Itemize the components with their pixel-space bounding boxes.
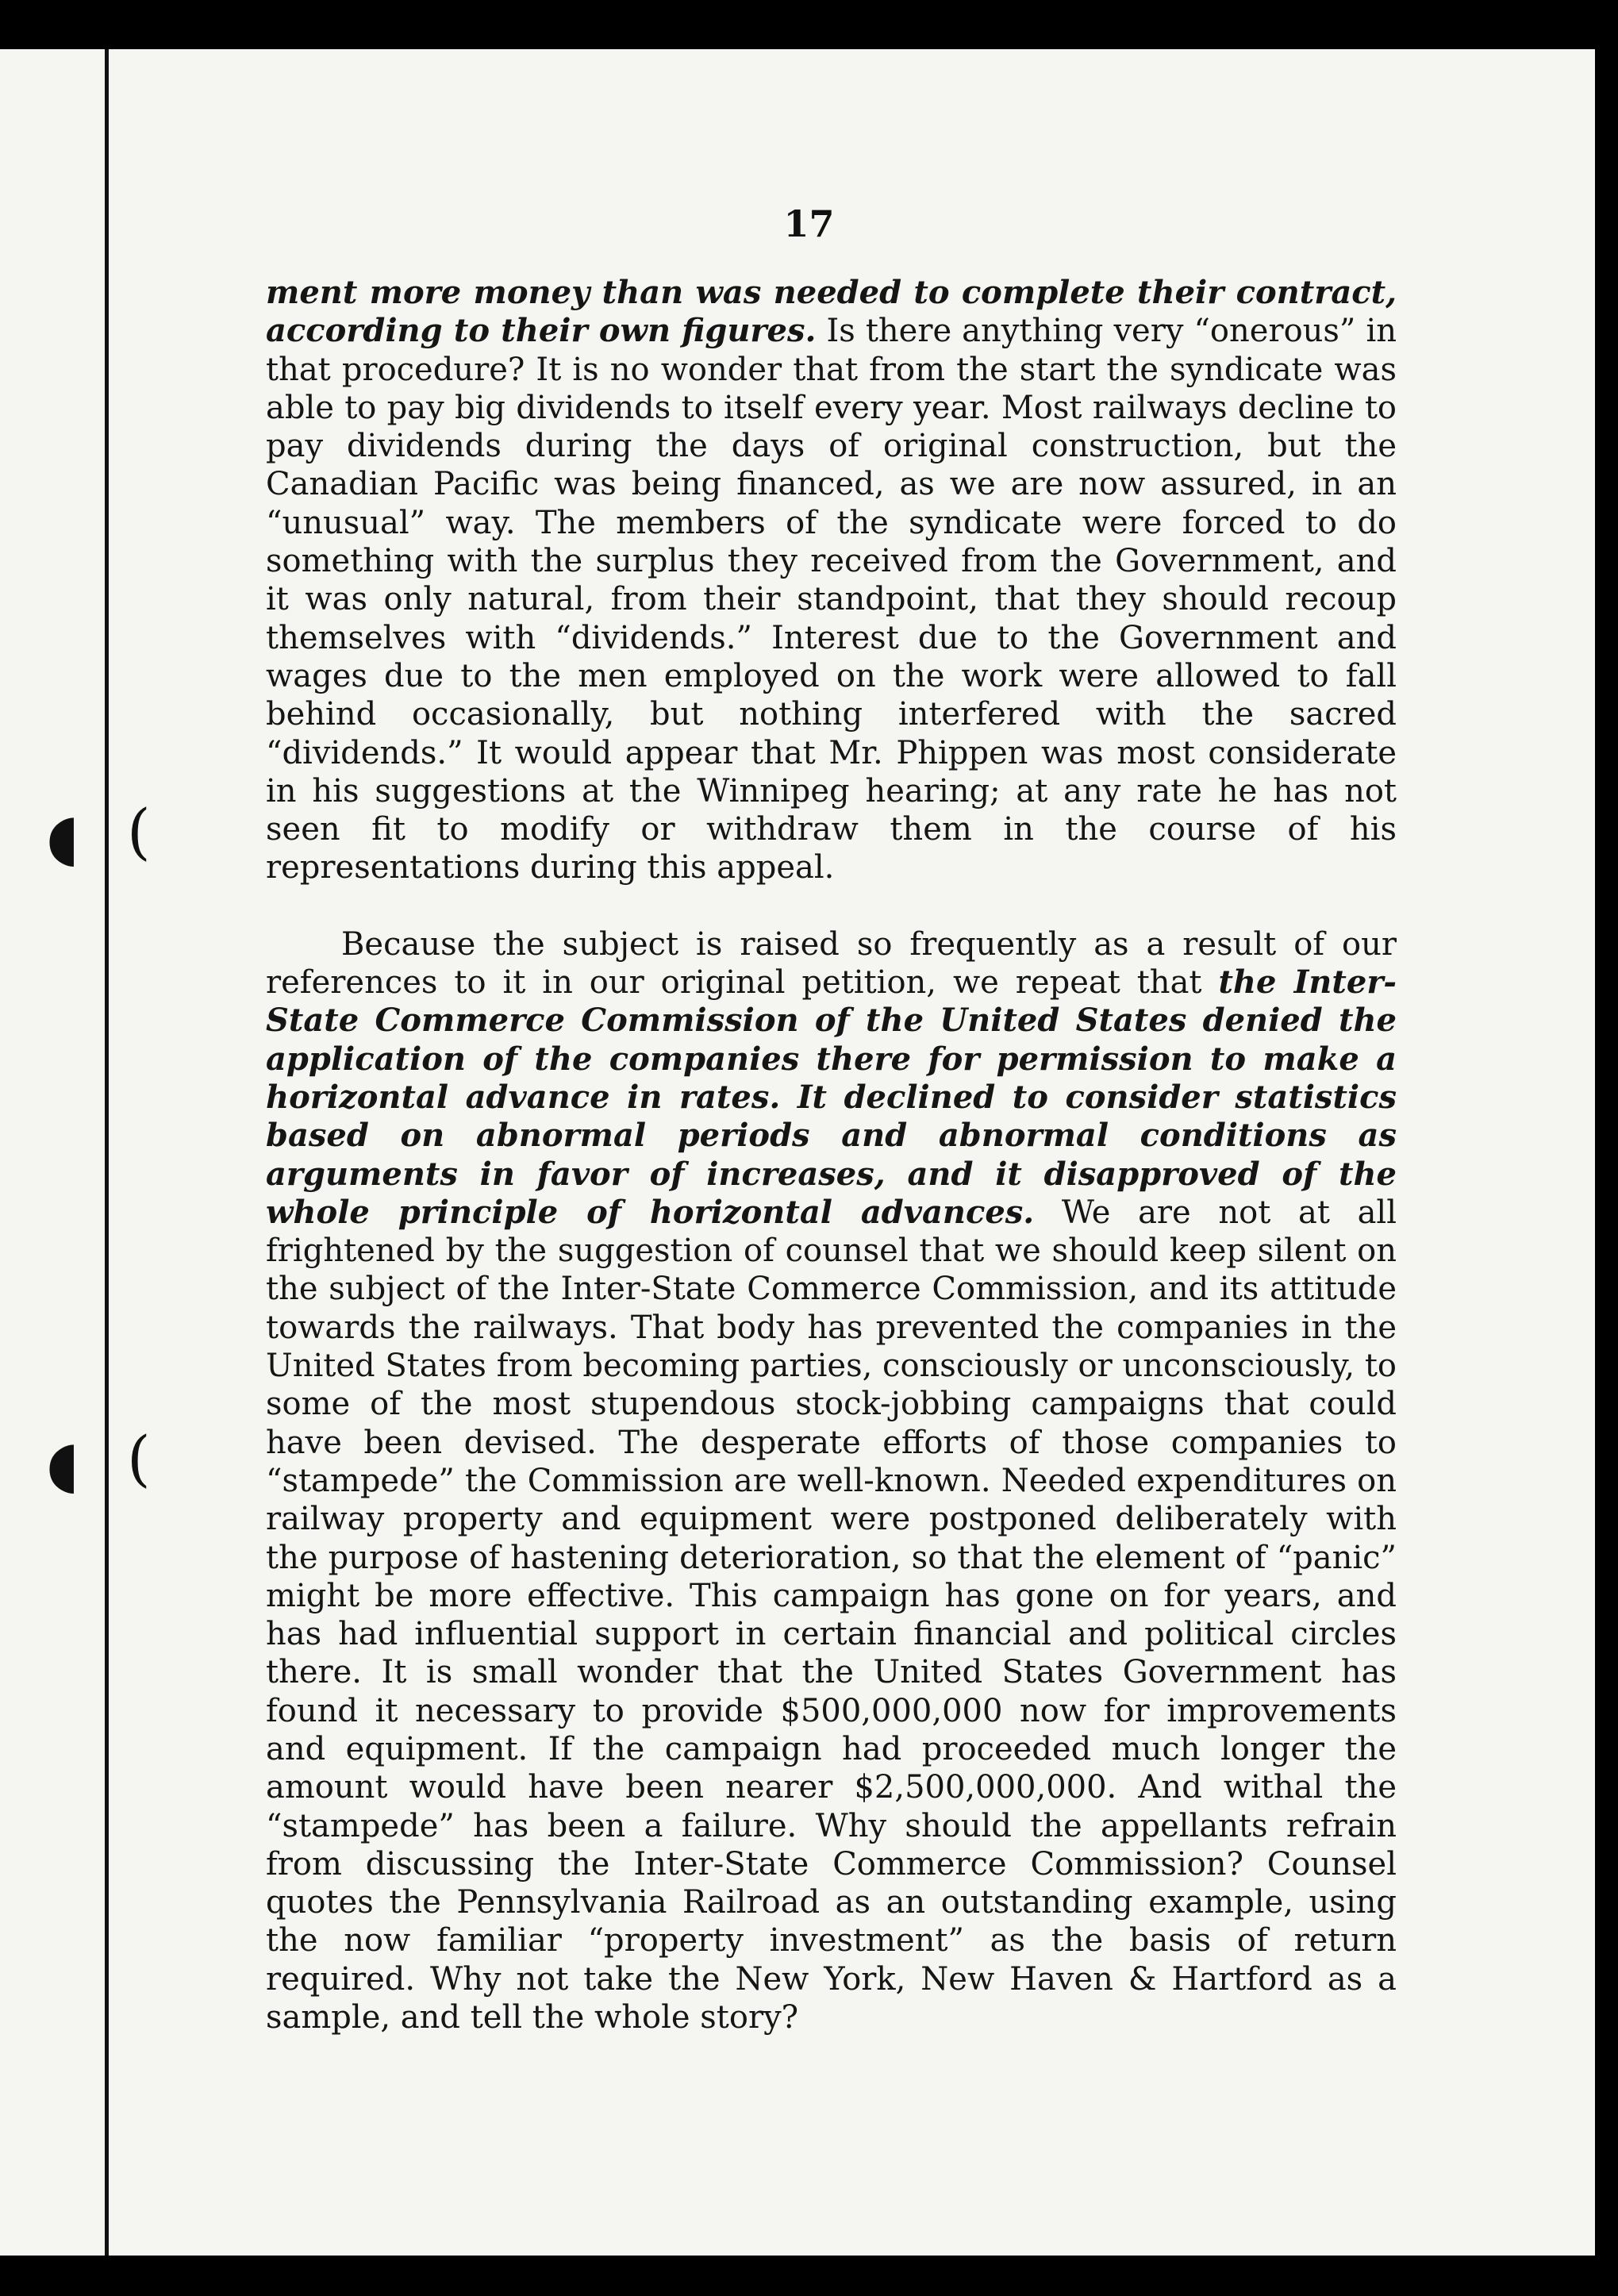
body-text — [266, 274, 1397, 2036]
left-margin — [0, 49, 103, 2256]
page-number: 17 — [783, 202, 835, 245]
text-run: We are not at all frightened by the suggestion of counsel that we should keep silent on the subject of the Inter-State Commerce Commission, and its attitude towards the railways. That body has prevented the companies in the United States from becoming parties, consciously or unconsciously, to some of the most stupendous stock-jobbing campaigns that could have been devised. The desperate efforts of those companies to “stampede” the Commission are well-known. Needed expenditures on railway property and equipment were postponed deliberately with the purpose of hastening deterioration, so that the element of “panic” might be more effective. This campaign has gone on for years, and has had influential support in certain financial and political circles there. It is small wonder that the United States Government has found it necessary to provide $500,000,000 now for improvements and equipment. If the campaign had proceeded much longer the amount would have been nearer $2,500,000,000. And withal the “stampede” has been a failure. Why should the appellants refrain from discussing the Inter-State Commerce Commission? Counsel quotes the Pennsylvania Railroad as an outstanding example, using the now familiar “property investment” as the basis of return required. Why not take the New York, New Haven & Hartford as a sample, and tell the whole story? — [266, 1194, 1397, 2036]
text-run: ment more money than was needed to complete their contract, according to their own figures. — [266, 274, 1397, 350]
paragraph-1 — [266, 274, 1397, 887]
text-run: Is there anything very “onerous” in that procedure? It is no wonder that from the start the syndicate was able to pay big dividends to itself every year. Most railways decline to pay dividends during the days of original construction, but the Canadian Pacific was being financed, as we are now assured, in an “unusual” way. The members of the syndicate were forced to do something with the surplus they received from the Government, and it was only natural, from their standpoint, that they should recoup themselves with “dividends.” Interest due to the Government and wages due to the men employed on the work were allowed to fall behind occasionally, but nothing interfered with the sacred “dividends.” It would appear that Mr. Phippen was most considerate in his suggestions at the Winnipeg hearing; at any rate he has not seen fit to modify or withdraw them in the course of his representations during this appeal. — [266, 313, 1397, 886]
page-edge-line — [105, 49, 109, 2256]
binding-hole-mark: ◖ — [46, 1427, 80, 1501]
paragraph-2 — [266, 925, 1397, 2037]
crescent-mark: ( — [127, 1423, 151, 1494]
text-run: the Inter-State Commerce Commission of the United States denied the application of the companies there for permission to make a horizontal advance in rates. It declined to consider statistics based on abnormal periods and abnormal conditions as arguments in favor of increases, and it disapproved of the whole principle of horizontal advances. — [266, 963, 1397, 1231]
crescent-mark: ( — [127, 796, 151, 867]
binding-hole-mark: ◖ — [46, 800, 80, 874]
text-run: Because the subject is raised so frequently as a result of our references to it in our original petition, we repeat that — [266, 925, 1397, 1002]
